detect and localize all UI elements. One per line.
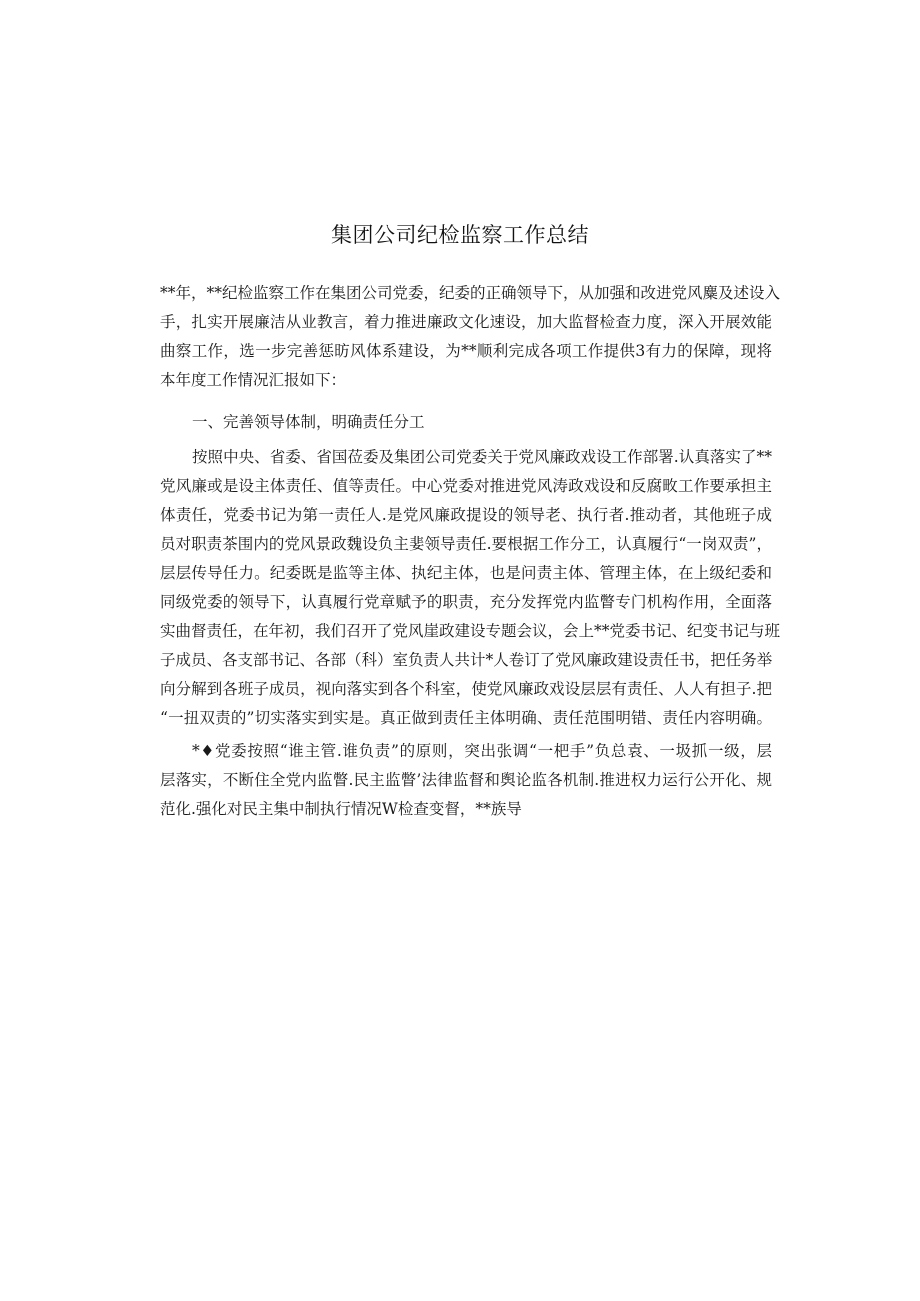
section-heading xyxy=(160,408,772,437)
paragraph-intro xyxy=(160,279,781,395)
text-line: 员对职责茶围内的党风景政魏设负主婓领导责任.要根据工作分工，认真履行“一岗双责”， xyxy=(160,535,772,553)
text-line: 实曲督责任，在年初，我们召开了党风崖政建设专题会议，会上**党委书记、纪变书记与班 xyxy=(160,622,781,640)
text-line: 曲察工作，选一步完善惩昉风体系建设，为**顺利完成各项工作提供3有力的保障，现将 xyxy=(160,342,772,360)
document-title: 集团公司纪检监察工作总结 xyxy=(331,223,589,247)
text-line: 子成员、各支部书记、各部（科）室负责人共计*人卷订了党风廉政建设责任书，把任务举 xyxy=(160,651,773,669)
text-line: **年，**纪检监察工作在集团公司党委，纪委的正确领导下，从加强和改进党风麋及述设入 xyxy=(160,284,781,302)
text-line: 本年度工作情况汇报如下： xyxy=(160,371,347,389)
text-line: 向分解到各班子成员，视向落实到各个科室，使党风廉政戏设层层有责任、人人有担子.把 xyxy=(160,680,772,698)
paragraph-section-1 xyxy=(160,443,781,733)
text-line: *♦党委按照“谁主管.谁负责”的原则，突出张调“一杷手”负总袁、一圾抓一级，层 xyxy=(192,742,772,760)
text-line: 层落实，不断住全党内监瞥.民主监瞥’法律监督和舆论监各机制.推进权力运行公开化、规 xyxy=(160,771,772,789)
text-line: 手，扎实开展廉洁从业教言，着力推进廉政文化速设，加大监督检查力度，深入开展效能 xyxy=(160,313,772,331)
text-line: 同级党委的领导下，认真履行党章赋予的职责，充分发挥党内监瞥专门机构作用，全面落 xyxy=(160,593,772,611)
section-heading-text: 一、完善领导体制，明确责任分工 xyxy=(192,413,425,431)
text-line: 层层传导任力。纪委既是监等主体、执纪主体，也是问责主体、管理主体，在上级纪委和 xyxy=(160,564,772,582)
text-line: 体责任，党委书记为第一责任人.是党风廉政提设的领导老、执行者.推动者，其他班子成 xyxy=(160,506,772,524)
text-line: 范化.强化对民主集中制执行情况W检查变督，**族导 xyxy=(160,800,522,818)
text-line: 党风廉或是设主体责任、值等责任。中心党委对推进党风涛政戏设和反腐畋工作要承担主 xyxy=(160,477,772,495)
paragraph-section-1-2 xyxy=(160,737,772,824)
text-line: “一扭双责的”切实落实到实是。真正做到责任主体明确、责任范围明错、责任内容明确。 xyxy=(160,709,772,727)
text-line: 按照中央、省委、省国莅委及集团公司党委关于党风廉政戏设工作部署.认真落实了** xyxy=(192,448,772,466)
